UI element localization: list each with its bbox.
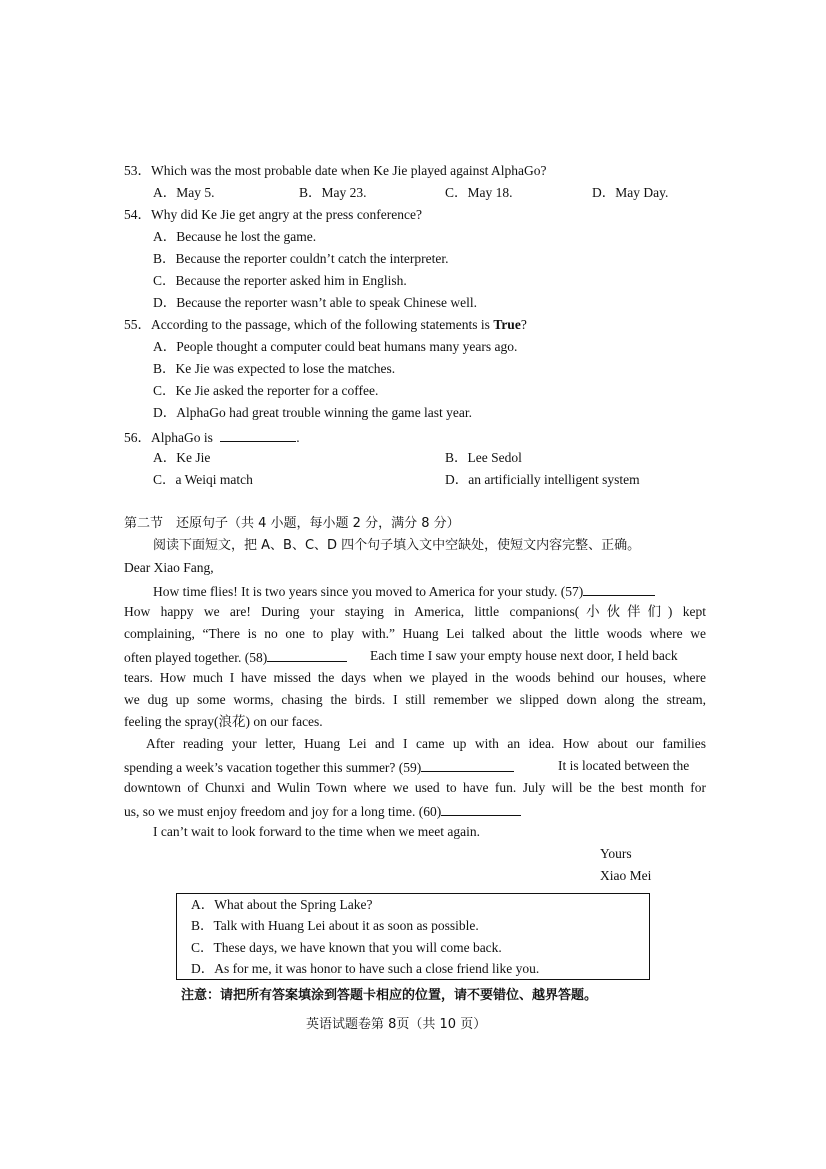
q55-option-a: A．People thought a computer could beat humans many years ago. [153, 339, 518, 354]
page-footer: 英语试题卷第 8页（共 10 页） [306, 1017, 487, 1032]
letter-closing: Yours [600, 846, 632, 861]
q56-option-c: C．a Weiqi match [153, 472, 253, 487]
letter-p1-line1 [153, 581, 655, 601]
q56-answer-blank[interactable] [220, 427, 296, 442]
letter-p1-line4-cont: Each time I saw your empty house next door, I held back [370, 648, 678, 663]
letter-p2-line2 [124, 757, 514, 777]
letter-p1-line4-text: often played together. (58) [124, 650, 268, 665]
q56-stem-end: . [296, 430, 300, 445]
q56-option-d: D．an artificially intelligent system [445, 472, 640, 487]
q54-option-a: A．Because he lost the game. [153, 229, 317, 244]
letter-p1-line2: How happy we are! During your staying in America, little companions(小伙伴们) kept [124, 604, 706, 619]
q53-stem: 53．Which was the most probable date when Ke Jie played against AlphaGo? [124, 163, 547, 178]
q56-stem-text: 56．AlphaGo is [124, 430, 217, 445]
blank-60[interactable] [441, 801, 521, 816]
q53-option-b: B．May 23. [299, 185, 367, 200]
q55-option-c: C．Ke Jie asked the reporter for a coffee. [153, 383, 379, 398]
letter-p2-line3: downtown of Chunxi and Wulin Town where we used to have fun. July will be the best month for [124, 780, 706, 795]
letter-p2-line4-text: us, so we must enjoy freedom and joy for a long time. (60) [124, 804, 442, 819]
option-a: A．What about the Spring Lake? [191, 897, 373, 912]
letter-p2-line1: After reading your letter, Huang Lei and I came up with an idea. How about our families [146, 736, 706, 751]
q55-stem-text: 55．According to the passage, which of the following statements is [124, 317, 494, 332]
letter-p1-line5: tears. How much I have missed the days when we played in the woods behind our houses, where [124, 670, 706, 685]
q53-option-d: D．May Day. [592, 185, 669, 200]
q54-option-d: D．Because the reporter wasn’t able to speak Chinese well. [153, 295, 478, 310]
blank-59[interactable] [421, 757, 514, 772]
letter-p2-line2-text: spending a week’s vacation together this summer? (59) [124, 760, 422, 775]
letter-p1-line1-text: How time flies! It is two years since you moved to America for your study. (57) [153, 584, 584, 599]
q55-option-b: B．Ke Jie was expected to lose the matches. [153, 361, 396, 376]
option-c: C．These days, we have known that you will come back. [191, 940, 502, 955]
letter-p2-line4 [124, 801, 521, 821]
letter-signature: Xiao Mei [600, 868, 652, 883]
letter-p1-line3: complaining, “There is no one to play with.” Huang Lei talked about the little woods where we [124, 626, 706, 641]
option-b: B．Talk with Huang Lei about it as soon as possible. [191, 918, 479, 933]
blank-57[interactable] [583, 581, 655, 596]
q55-stem-end: ? [520, 317, 527, 332]
q56-option-a: A．Ke Jie [153, 450, 211, 465]
section-title: 第二节 还原句子（共 4 小题，每小题 2 分，满分 8 分） [124, 516, 460, 531]
q53-option-c: C．May 18. [445, 185, 513, 200]
option-d: D．As for me, it was honor to have such a close friend like you. [191, 961, 540, 976]
q55-stem-emphasis: True [493, 317, 521, 332]
letter-p1-line4 [124, 647, 347, 667]
letter-p1-line7: feeling the spray(浪花) on our faces. [124, 714, 323, 729]
q54-stem: 54．Why did Ke Jie get angry at the press conference? [124, 207, 423, 222]
letter-greeting: Dear Xiao Fang, [124, 560, 214, 575]
q55-option-d: D．AlphaGo had great trouble winning the game last year. [153, 405, 473, 420]
q56-stem [124, 427, 300, 447]
blank-58[interactable] [267, 647, 347, 662]
letter-p3: I can’t wait to look forward to the time when we meet again. [153, 824, 481, 839]
q54-option-b: B．Because the reporter couldn’t catch the interpreter. [153, 251, 449, 266]
letter-p1-line6: we dug up some worms, chasing the birds. I still remember we slipped down along the stream, [124, 692, 706, 707]
q54-option-c: C．Because the reporter asked him in English. [153, 273, 407, 288]
section-instruction: 阅读下面短文，把 A、B、C、D 四个句子填入文中空缺处，使短文内容完整、正确。 [153, 538, 641, 553]
q55-stem [124, 316, 527, 334]
q56-option-b: B．Lee Sedol [445, 450, 522, 465]
q53-option-a: A．May 5. [153, 185, 215, 200]
letter-p2-line2-cont: It is located between the [558, 758, 690, 773]
answer-notice: 注意：请把所有答案填涂到答题卡相应的位置，请不要错位、越界答题。 [181, 988, 598, 1003]
